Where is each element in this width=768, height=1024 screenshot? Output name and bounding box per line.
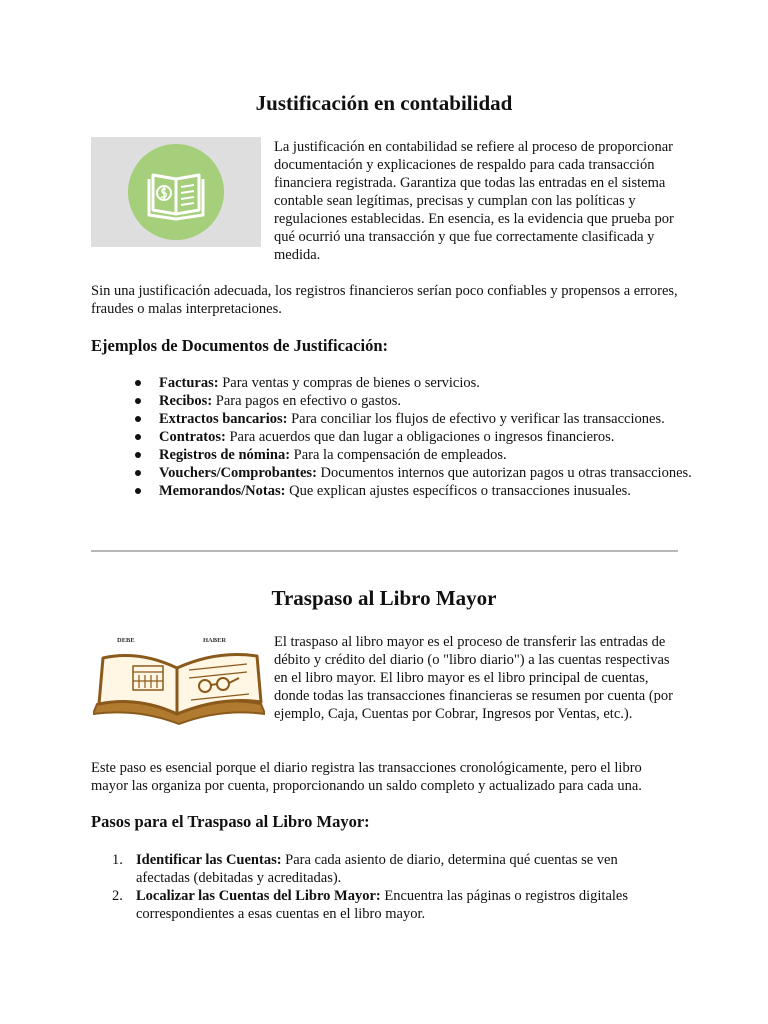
step-number: 2.: [112, 888, 123, 904]
list-item: [112, 887, 672, 923]
pasos-list: [112, 851, 672, 923]
list-item-desc: Encuentra las páginas o registros digitales correspondientes a esas cuentas en el libro mayor.: [136, 888, 628, 922]
traspaso-paragraph: Este paso es esencial porque el diario registra las transacciones cronológicamente, pero el libro mayor las organiza por cuenta, proporcionando un saldo completo y actualizado para cada una.: [91, 760, 642, 794]
list-item-desc: Para cada asiento de diario, determina qué cuentas se ven afectadas (debitadas y acreditadas).: [136, 852, 618, 886]
list-item: [112, 851, 672, 887]
list-item-desc: Para ventas y compras de bienes o servicios.: [218, 375, 480, 391]
list-item-desc: Documentos internos que autorizan pagos u otras transacciones.: [316, 465, 692, 481]
list-item-term: Extractos bancarios:: [159, 411, 288, 427]
ejemplos-heading: Ejemplos de Documentos de Justificación:: [91, 336, 388, 355]
list-item-desc: Para conciliar los flujos de efectivo y verificar las transacciones.: [287, 411, 665, 427]
haber-label: HABER: [203, 637, 227, 644]
list-item-term: Localizar las Cuentas del Libro Mayor:: [136, 888, 381, 904]
list-item: [135, 392, 695, 410]
list-item-desc: Para la compensación de empleados.: [290, 447, 507, 463]
section-title-traspaso: Traspaso al Libro Mayor: [271, 586, 497, 610]
ledger-book-image: [93, 634, 265, 726]
list-item-term: Recibos:: [159, 393, 213, 409]
section-title-justificacion: Justificación en contabilidad: [255, 91, 513, 115]
list-item: [135, 410, 695, 428]
list-item-term: Memorandos/Notas:: [159, 483, 286, 499]
list-item: [135, 428, 695, 446]
traspaso-intro: El traspaso al libro mayor es el proceso de transferir las entradas de débito y crédito del diario (o "libro diario") a las cuentas respectivas en el libro mayor. El libro mayor es el libro principal de cuentas, donde todas las transacciones financieras se resumen por cuenta (por ejemplo, Caja, Cuentas por Cobrar, Ingresos por Ventas, etc.).: [274, 634, 673, 722]
list-item-desc: Para acuerdos que dan lugar a obligaciones o ingresos financieros.: [225, 429, 615, 445]
accounting-book-image: [91, 137, 261, 247]
list-item-term: Contratos:: [159, 429, 226, 445]
list-item-desc: Para pagos en efectivo o gastos.: [212, 393, 402, 409]
list-item: [135, 374, 695, 392]
justificacion-paragraph: Sin una justificación adecuada, los registros financieros serían poco confiables y propensos a errores, fraudes o malas interpretaciones.: [91, 283, 678, 317]
list-item: [135, 464, 695, 482]
list-item-term: Facturas:: [159, 375, 219, 391]
list-item-desc: Que explican ajustes específicos o transacciones inusuales.: [285, 483, 631, 499]
list-item-term: Registros de nómina:: [159, 447, 291, 463]
list-item: [135, 482, 695, 500]
justificacion-intro: La justificación en contabilidad se refiere al proceso de proporcionar documentación y explicaciones de respaldo para cada transacción financiera registrada. Garantiza que todas las entradas en el sistema contable sean legítimas, precisas y cumplan con las políticas y regulaciones establecidas. En esencia, es la evidencia que prueba por qué ocurrió una transacción y que fue correctamente clasificada y medida.: [274, 139, 674, 263]
ejemplos-list: [135, 374, 695, 500]
step-number: 1.: [112, 852, 123, 868]
debe-label: DEBE: [117, 637, 135, 644]
list-item-term: Vouchers/Comprobantes:: [159, 465, 317, 481]
list-item-term: Identificar las Cuentas:: [136, 852, 282, 868]
section-divider: [91, 550, 678, 552]
ledger-book-icon: [93, 655, 265, 725]
pasos-heading: Pasos para el Traspaso al Libro Mayor:: [91, 812, 370, 831]
list-item: [135, 446, 695, 464]
